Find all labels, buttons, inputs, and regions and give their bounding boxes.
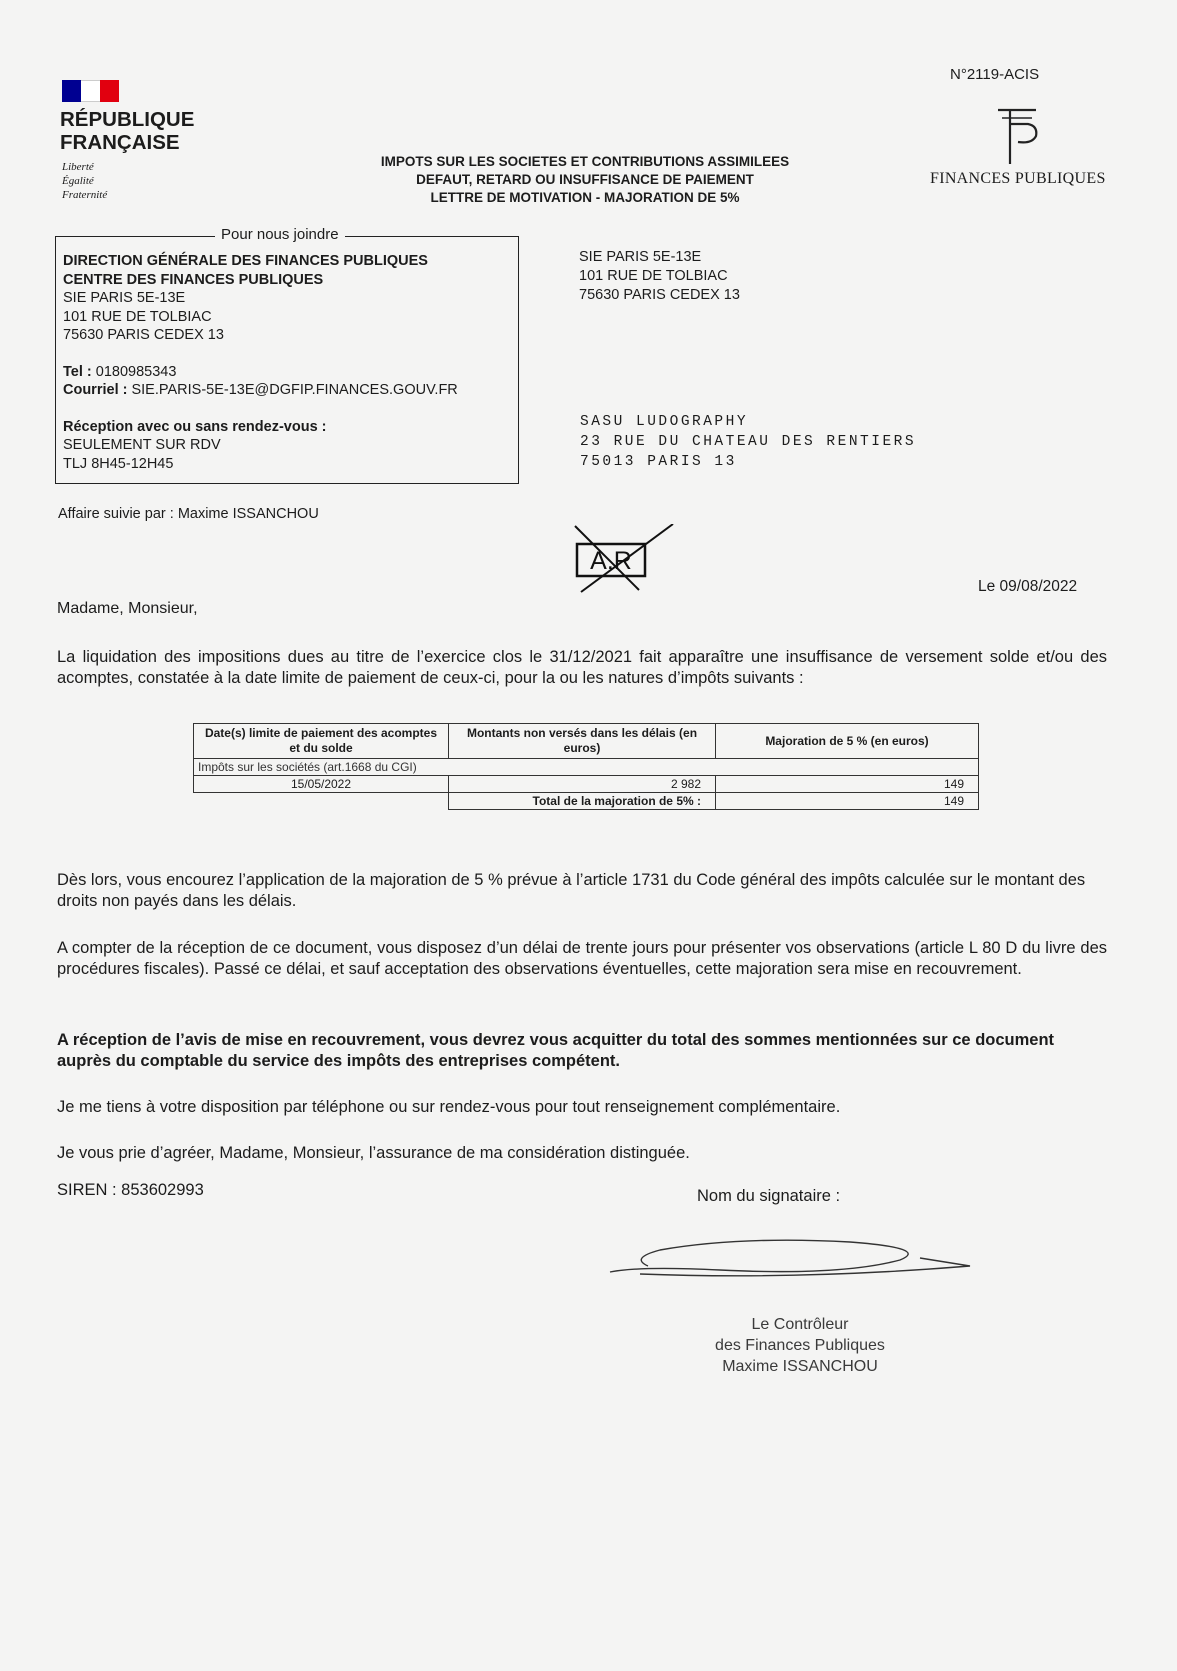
recipient-line1: SASU LUDOGRAPHY	[580, 414, 749, 430]
reception-line1: SEULEMENT SUR RDV	[63, 437, 221, 453]
title-line2: DEFAUT, RETARD OU INSUFFISANCE DE PAIEMENT	[416, 172, 754, 187]
recipient-line3: 75013 PARIS 13	[580, 454, 737, 470]
title-line3: LETTRE DE MOTIVATION - MAJORATION DE 5%	[430, 190, 740, 205]
letter-date: Le 09/08/2022	[978, 578, 1078, 595]
contact-content	[63, 252, 458, 473]
sender-address	[579, 248, 740, 305]
paragraph-formule-politesse: Je vous prie d’agréer, Madame, Monsieur, l’assurance de ma considération distinguée.	[57, 1144, 690, 1162]
total-value: 149	[716, 793, 979, 810]
table-total-row	[194, 793, 979, 810]
republic-motto	[62, 160, 107, 202]
sender-line2: 101 RUE DE TOLBIAC	[579, 268, 728, 284]
republique-francaise-flag-logo	[62, 80, 120, 102]
contact-org2: CENTRE DES FINANCES PUBLIQUES	[63, 271, 324, 288]
paragraph-compter: A compter de la réception de ce document, vous disposez d’un délai de trente jours pour présenter vos observations (article L 80 D du livre des procédures fiscales). Passé ce délai, et sauf acceptation des observations éventuelles, cette majoration sera mise en recouvrement.	[57, 939, 1107, 978]
signatory-line3: Maxime ISSANCHOU	[722, 1358, 878, 1375]
sender-line3: 75630 PARIS CEDEX 13	[579, 287, 740, 303]
ar-stamp	[573, 524, 683, 596]
table-row	[194, 776, 979, 793]
paragraph-avis-recouvrement: A réception de l’avis de mise en recouvrement, vous devrez vous acquitter du total des sommes mentionnées sur ce document auprès du comptable du service des impôts des entreprises compétent.	[57, 1031, 1055, 1070]
republic-line1: RÉPUBLIQUE	[60, 108, 195, 131]
contact-street: 101 RUE DE TOLBIAC	[63, 308, 212, 325]
header-date-limite: Date(s) limite de paiement des acomptes et du solde	[194, 724, 449, 759]
tel-label: Tel :	[63, 363, 92, 380]
motto-egalite: Égalité	[62, 175, 94, 187]
contact-service: SIE PARIS 5E-13E	[63, 290, 186, 306]
handwritten-signature	[600, 1236, 980, 1282]
signatory-line1: Le Contrôleur	[751, 1316, 849, 1333]
contact-org1: DIRECTION GÉNÉRALE DES FINANCES PUBLIQUES	[63, 253, 428, 269]
row-date: 15/05/2022	[194, 776, 449, 793]
siren: SIREN : 853602993	[57, 1181, 204, 1199]
affaire-suivie: Affaire suivie par : Maxime ISSANCHOU	[58, 506, 319, 522]
finances-publiques-label: FINANCES PUBLIQUES	[930, 170, 1106, 187]
header-montants: Montants non versés dans les délais (en euros)	[449, 724, 716, 759]
paragraph-des-lors: Dès lors, vous encourez l’application de la majoration de 5 % prévue à l’article 1731 du Code général des impôts calculée sur le montant des droits non payés dans les délais.	[57, 871, 1086, 910]
majoration-table	[193, 723, 979, 810]
form-reference: N°2119-ACIS	[950, 66, 1040, 83]
signatory-block	[680, 1314, 920, 1377]
table-header-row	[194, 724, 979, 759]
motto-liberte: Liberté	[62, 161, 94, 173]
tel-value: 0180985343	[95, 363, 177, 380]
contact-email	[63, 381, 458, 400]
contact-city: 75630 PARIS CEDEX 13	[63, 327, 224, 343]
row-amount: 2 982	[449, 776, 716, 793]
salutation: Madame, Monsieur,	[57, 600, 198, 617]
total-label: Total de la majoration de 5% :	[449, 793, 716, 810]
signatory-line2: des Finances Publiques	[715, 1337, 885, 1354]
contact-legend: Pour nous joindre	[215, 226, 345, 243]
letter-title	[330, 153, 840, 207]
email-label: Courriel :	[63, 382, 128, 398]
recipient-address	[580, 412, 916, 472]
ar-stamp-text: A.R	[590, 547, 632, 575]
paragraph-disposition: Je me tiens à votre disposition par téléphone ou sur rendez-vous pour tout renseignement complémentaire.	[57, 1098, 841, 1116]
republique-francaise-title	[60, 108, 194, 154]
table-nature-row	[194, 759, 979, 776]
finances-publiques-logo-icon	[988, 104, 1044, 168]
reception-line2: TLJ 8H45-12H45	[63, 455, 174, 472]
nature-impot: Impôts sur les sociétés (art.1668 du CGI)	[194, 759, 979, 776]
paragraph-intro: La liquidation des impositions dues au titre de l’exercice clos le 31/12/2021 fait apparaître une insuffisance de versement solde et/ou des acomptes, constatée à la date limite de paiement de ceux-ci, pour la ou les natures d’impôts suivants :	[57, 648, 1107, 687]
reception-label: Réception avec ou sans rendez-vous :	[63, 418, 327, 435]
republic-line2: FRANÇAISE	[60, 131, 180, 154]
signataire-label: Nom du signataire :	[697, 1187, 841, 1205]
row-majoration: 149	[716, 776, 979, 793]
recipient-line2: 23 RUE DU CHATEAU DES RENTIERS	[580, 434, 917, 450]
title-line1: IMPOTS SUR LES SOCIETES ET CONTRIBUTIONS ASSIMILEES	[380, 154, 790, 169]
contact-tel	[63, 363, 458, 382]
email-value: SIE.PARIS-5E-13E@DGFIP.FINANCES.GOUV.FR	[131, 382, 458, 398]
motto-fraternite: Fraternité	[62, 189, 108, 201]
sender-line1: SIE PARIS 5E-13E	[579, 249, 702, 265]
header-majoration: Majoration de 5 % (en euros)	[716, 724, 979, 759]
